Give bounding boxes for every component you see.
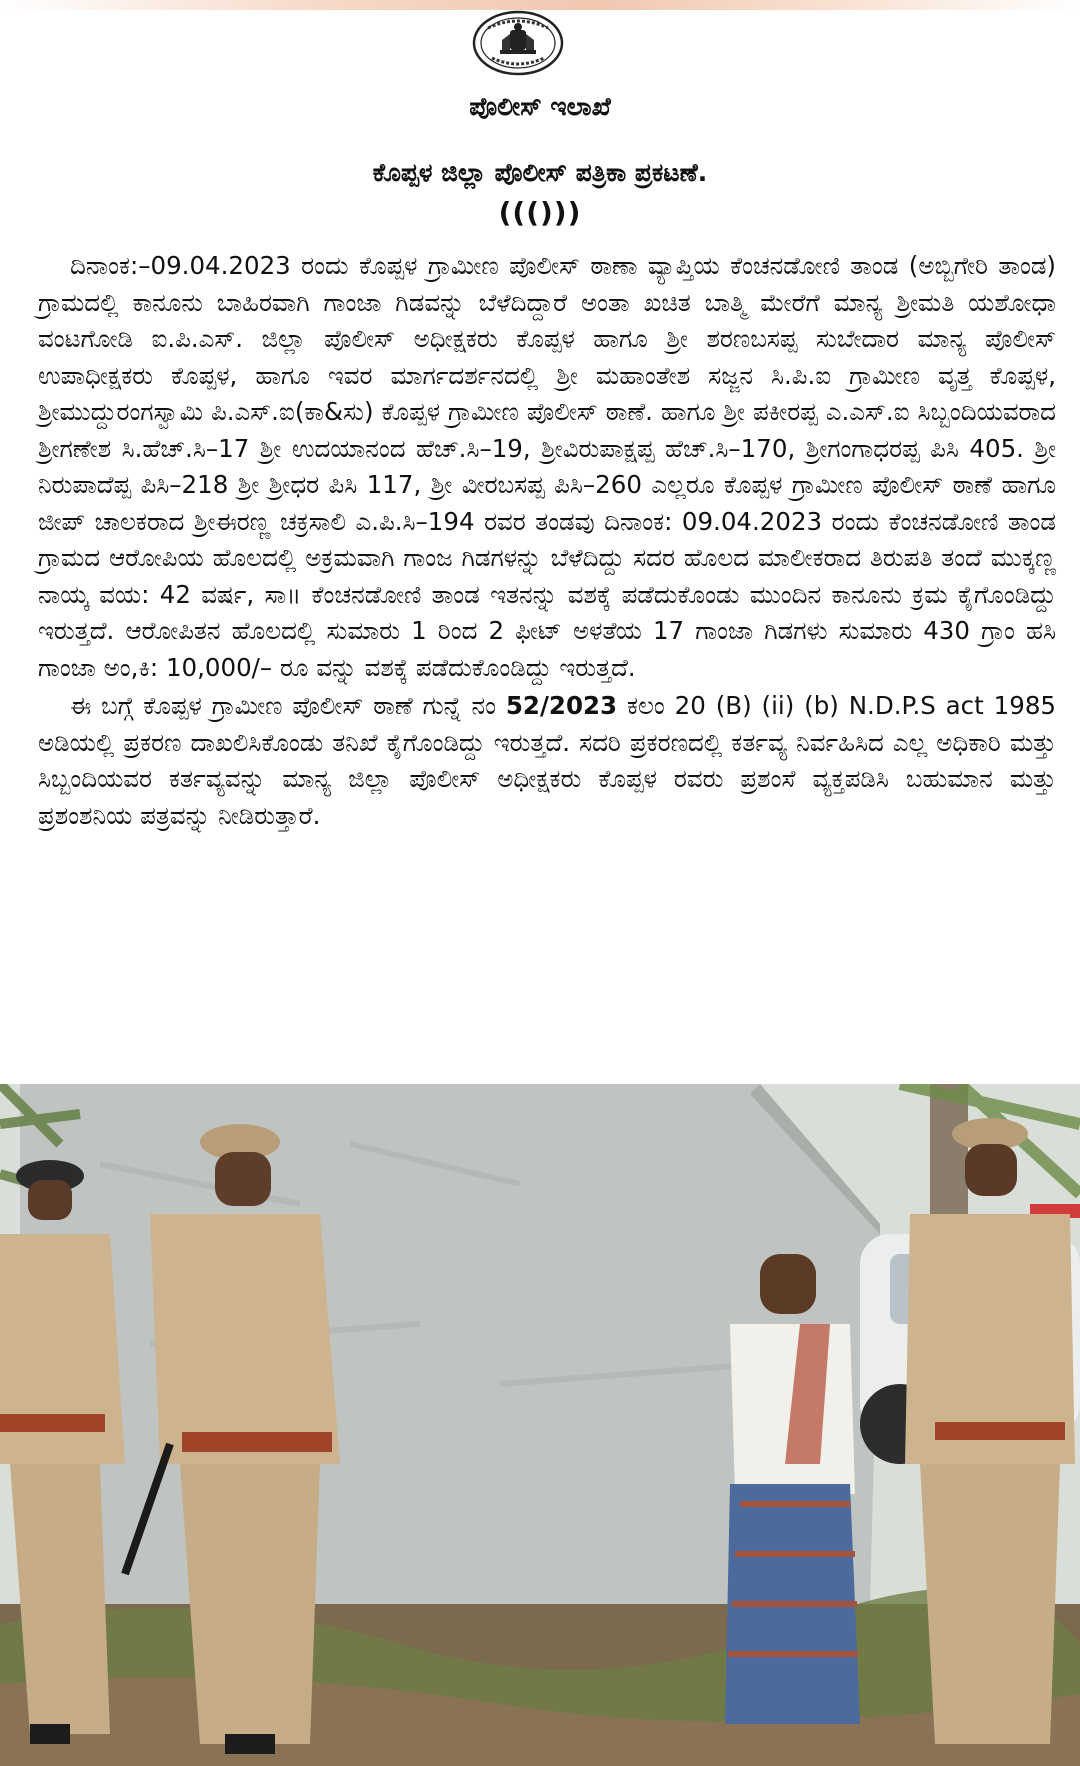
field-photo [0, 1084, 1080, 1766]
department-heading: ಪೊಲೀಸ್ ಇಲಾಖೆ [469, 92, 611, 121]
karnataka-state-emblem-icon [470, 10, 566, 76]
case-number: 52/2023 [505, 691, 618, 720]
body-paragraph-2 [38, 688, 1056, 834]
broadcast-signal-mark: ((())) [498, 196, 582, 229]
top-decorative-strip [0, 0, 1080, 10]
paragraph-2-lead: ಈ ಬಗ್ಗೆ ಕೊಪ್ಪಳ ಗ್ರಾಮೀಣ ಪೊಲೀಸ್ ಠಾಣೆ ಗುನ್ನೆ ನಂ [70, 691, 506, 720]
paragraph-2-rest: ಕಲಂ 20 (B) (ii) (b) N.D.P.S act 1985 ಅಡಿಯಲ್ಲಿ ಪ್ರಕರಣ ದಾಖಲಿಸಿಕೊಂಡು ತನಿಖೆ ಕೈಗೊಂಡಿದ್ದು ಇರುತ್ತದೆ. ಸದರಿ ಪ್ರಕರಣದಲ್ಲಿ ಕರ್ತವ್ಯ ನಿರ್ವಹಿಸಿದ ಎಲ್ಲ ಅಧಿಕಾರಿ ಮತ್ತು ಸಿಬ್ಬಂದಿಯವರ ಕರ್ತವ್ಯವನ್ನು ಮಾನ್ಯ ಜಿಲ್ಲಾ ಪೊಲೀಸ್ ಅಧೀಕ್ಷಕರು ಕೊಪ್ಪಳ ರವರು ಪ್ರಶಂಸೆ ವ್ಯಕ್ತಪಡಿಸಿ ಬಹುಮಾನ ಮತ್ತು ಪ್ರಶಂಶನಿಯ ಪತ್ರವನ್ನು ನೀಡಿರುತ್ತಾರೆ. [38, 691, 1057, 830]
press-release-body [38, 248, 1056, 834]
accused-man [725, 1254, 860, 1724]
body-paragraph-1: ದಿನಾಂಕ:–09.04.2023 ರಂದು ಕೊಪ್ಪಳ ಗ್ರಾಮೀಣ ಪೊಲೀಸ್ ಠಾಣಾ ವ್ಯಾಪ್ತಿಯ ಕೆಂಚನಡೋಣಿ ತಾಂಡ (ಅಬ್ಬಿಗೇರಿ ತಾಂಡ) ಗ್ರಾಮದಲ್ಲಿ ಕಾನೂನು ಬಾಹಿರವಾಗಿ ಗಾಂಜಾ ಗಿಡವನ್ನು ಬೆಳೆದಿದ್ದಾರೆ ಅಂತಾ ಖಚಿತ ಬಾತ್ಮಿ ಮೇರೆಗೆ ಮಾನ್ಯ ಶ್ರೀಮತಿ ಯಶೋಧಾ ವಂಟಗೋಡಿ ಐ.ಪಿ.ಎಸ್. ಜಿಲ್ಲಾ ಪೊಲೀಸ್ ಅಧೀಕ್ಷಕರು ಕೊಪ್ಪಳ ಹಾಗೂ ಶ್ರೀ ಶರಣಬಸಪ್ಪ ಸುಬೇದಾರ ಮಾನ್ಯ ಪೊಲೀಸ್ ಉಪಾಧೀಕ್ಷಕರು ಕೊಪ್ಪಳ, ಹಾಗೂ ಇವರ ಮಾರ್ಗದರ್ಶನದಲ್ಲಿ ಶ್ರೀ ಮಹಾಂತೇಶ ಸಜ್ಜನ ಸಿ.ಪಿ.ಐ ಗ್ರಾಮೀಣ ವೃತ್ತ ಕೊಪ್ಪಳ, ಶ್ರೀಮುದ್ದುರಂಗಸ್ವಾಮಿ ಪಿ.ಎಸ್.ಐ(ಕಾ&ಸು) ಕೊಪ್ಪಳ ಗ್ರಾಮೀಣ ಪೊಲೀಸ್ ಠಾಣೆ. ಹಾಗೂ ಶ್ರೀ ಪಕೀರಪ್ಪ ಎ.ಎಸ್.ಐ ಸಿಬ್ಬಂದಿಯವರಾದ ಶ್ರೀಗಣೇಶ ಸಿ.ಹೆಚ್.ಸಿ–17 ಶ್ರೀ ಉದಯಾನಂದ ಹೆಚ್.ಸಿ–19, ಶ್ರೀವಿರುಪಾಕ್ಷಪ್ಪ ಹೆಚ್.ಸಿ–170, ಶ್ರೀಗಂಗಾಧರಪ್ಪ ಪಿಸಿ 405. ಶ್ರೀ ನಿರುಪಾದೆಪ್ಪ ಪಿಸಿ–218 ಶ್ರೀ ಶ್ರೀಧರ ಪಿಸಿ 117, ಶ್ರೀ ವೀರಬಸಪ್ಪ ಪಿಸಿ–260 ಎಲ್ಲರೂ ಕೊಪ್ಪಳ ಗ್ರಾಮೀಣ ಪೊಲೀಸ್ ಠಾಣೆ ಹಾಗೂ ಜೀಪ್ ಚಾಲಕರಾದ ಶ್ರೀಈರಣ್ಣ ಚಕ್ರಸಾಲಿ ಎ.ಪಿ.ಸಿ–194 ರವರ ತಂಡವು ದಿನಾಂಕ: 09.04.2023 ರಂದು ಕೆಂಚನಡೋಣಿ ತಾಂಡ ಗ್ರಾಮದ ಆರೋಪಿಯ ಹೊಲದಲ್ಲಿ ಅಕ್ರಮವಾಗಿ ಗಾಂಜ ಗಿಡಗಳನ್ನು ಬೆಳೆದಿದ್ದು ಸದರ ಹೊಲದ ಮಾಲೀಕರಾದ ತಿರುಪತಿ ತಂದೆ ಮುಕ್ಕಣ್ಣ ನಾಯ್ಕ ವಯ: 42 ವರ್ಷ, ಸಾ॥ ಕೆಂಚನಡೋಣಿ ತಾಂಡ ಇತನನ್ನು ವಶಕ್ಕೆ ಪಡೆದುಕೊಂಡು ಮುಂದಿನ ಕಾನೂನು ಕ್ರಮ ಕೈಗೊಂಡಿದ್ದು ಇರುತ್ತದೆ. ಆರೋಪಿತನ ಹೊಲದಲ್ಲಿ ಸುಮಾರು 1 ರಿಂದ 2 ಫೀಟ್ ಅಳತೆಯ 17 ಗಾಂಜಾ ಗಿಡಗಳು ಸುಮಾರು 430 ಗ್ರಾಂ ಹಸಿ ಗಾಂಜಾ ಅಂ,ಕಿ: 10,000/– ರೂ ವನ್ನು ವಶಕ್ಕೆ ಪಡೆದುಕೊಂಡಿದ್ದು ಇರುತ್ತದೆ. [38, 251, 1056, 682]
press-release-title: ಕೊಪ್ಪಳ ಜಿಲ್ಲಾ ಪೊಲೀಸ್ ಪತ್ರಿಕಾ ಪ್ರಕಟಣೆ. [372, 158, 708, 187]
